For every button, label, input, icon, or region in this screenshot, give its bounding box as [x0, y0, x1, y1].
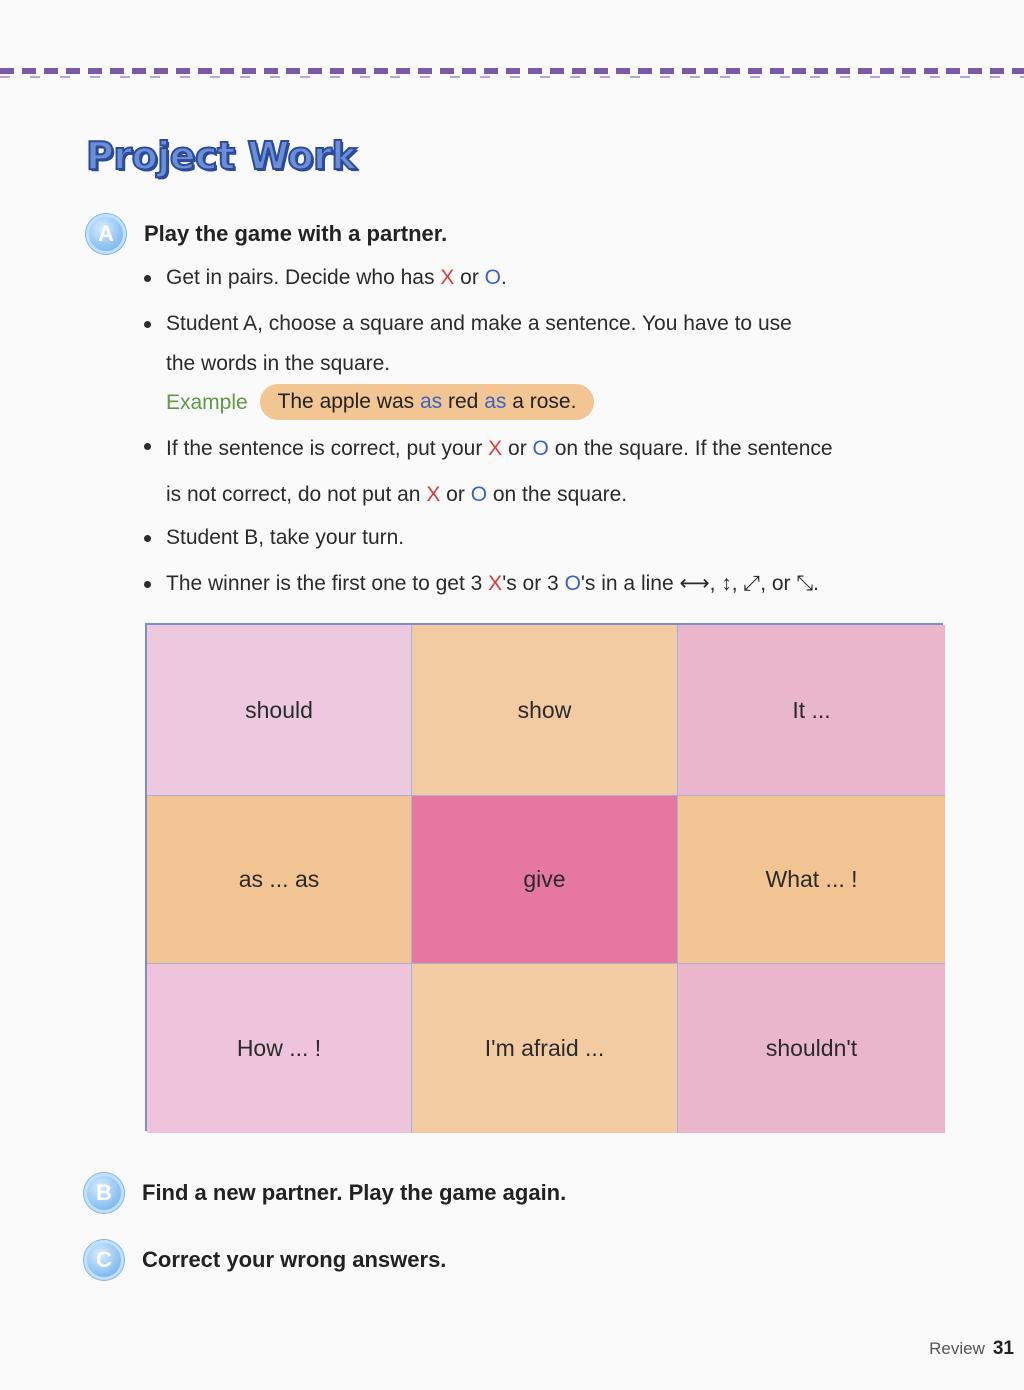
page-title: Project Work: [86, 134, 357, 178]
bullet-text: or: [440, 483, 471, 506]
board-cell[interactable]: What ... !: [678, 796, 945, 964]
bullet-text: Student A, choose a square and make a sentence. You have to use: [166, 312, 792, 335]
bullet-text: If the sentence is correct, put your: [166, 437, 489, 460]
board-cell[interactable]: How ... !: [147, 964, 412, 1133]
bullet-text: on the square.: [487, 483, 628, 506]
section-c-badge: C: [84, 1240, 124, 1280]
board-cell[interactable]: should: [147, 625, 412, 796]
board-cell[interactable]: as ... as: [147, 796, 412, 964]
bullet-text: .: [501, 266, 507, 289]
page-footer: [929, 1338, 1014, 1360]
example-sentence: [260, 384, 595, 420]
section-b-badge: B: [84, 1173, 124, 1213]
bullet-student-a: [142, 304, 972, 384]
bullet-pairs: [142, 258, 972, 298]
board-cell[interactable]: It ...: [678, 625, 945, 796]
bullet-correct-rule: [142, 426, 972, 518]
o-mark: O: [532, 437, 549, 460]
bullet-text: on the square. If the sentence: [548, 437, 833, 460]
o-mark: O: [564, 572, 581, 595]
bullet-text: 's in a line ⟷, ↕, ⤢, or ⤡.: [580, 572, 820, 595]
bullet-text: or: [454, 266, 485, 289]
bullet-text: or: [502, 437, 533, 460]
section-c-heading: Correct your wrong answers.: [142, 1247, 447, 1272]
example-label: Example: [166, 391, 248, 414]
board-cell[interactable]: I'm afraid ...: [412, 964, 678, 1133]
tic-tac-toe-board: [145, 623, 943, 1131]
example-row: [142, 384, 972, 422]
bullet-text: Student B, take your turn.: [166, 526, 405, 549]
board-cell[interactable]: show: [412, 625, 678, 796]
page-number: 31: [992, 1338, 1014, 1359]
section-b-heading: Find a new partner. Play the game again.: [142, 1180, 567, 1205]
section-a-heading: Play the game with a partner.: [144, 221, 448, 246]
o-mark: O: [484, 266, 502, 289]
board-cell[interactable]: give: [412, 796, 678, 964]
o-mark: O: [470, 483, 488, 506]
top-dashed-border: [0, 68, 1024, 74]
bullet-winner: [142, 564, 972, 604]
bullet-text: the words in the square.: [166, 352, 391, 375]
x-mark: X: [440, 266, 455, 289]
bullet-student-b: [142, 518, 972, 558]
x-mark: X: [426, 483, 441, 506]
bullet-text: 's or 3: [502, 572, 565, 595]
example-keyword: as: [484, 390, 507, 413]
section-a-badge: A: [86, 214, 126, 254]
example-text: red: [442, 390, 485, 413]
instructions-list: [142, 258, 972, 604]
bullet-text: is not correct, do not put an: [166, 483, 427, 506]
x-mark: X: [488, 437, 503, 460]
x-mark: X: [488, 572, 503, 595]
example-keyword: as: [419, 390, 443, 413]
example-text: The apple was: [277, 390, 420, 413]
board-cell[interactable]: shouldn't: [678, 964, 945, 1133]
example-text: a rose.: [506, 390, 577, 413]
footer-section: Review: [929, 1339, 985, 1358]
bullet-text: Get in pairs. Decide who has: [166, 266, 441, 289]
bullet-text: The winner is the first one to get 3: [166, 572, 489, 595]
top-dashed-border-secondary: [0, 76, 1024, 78]
